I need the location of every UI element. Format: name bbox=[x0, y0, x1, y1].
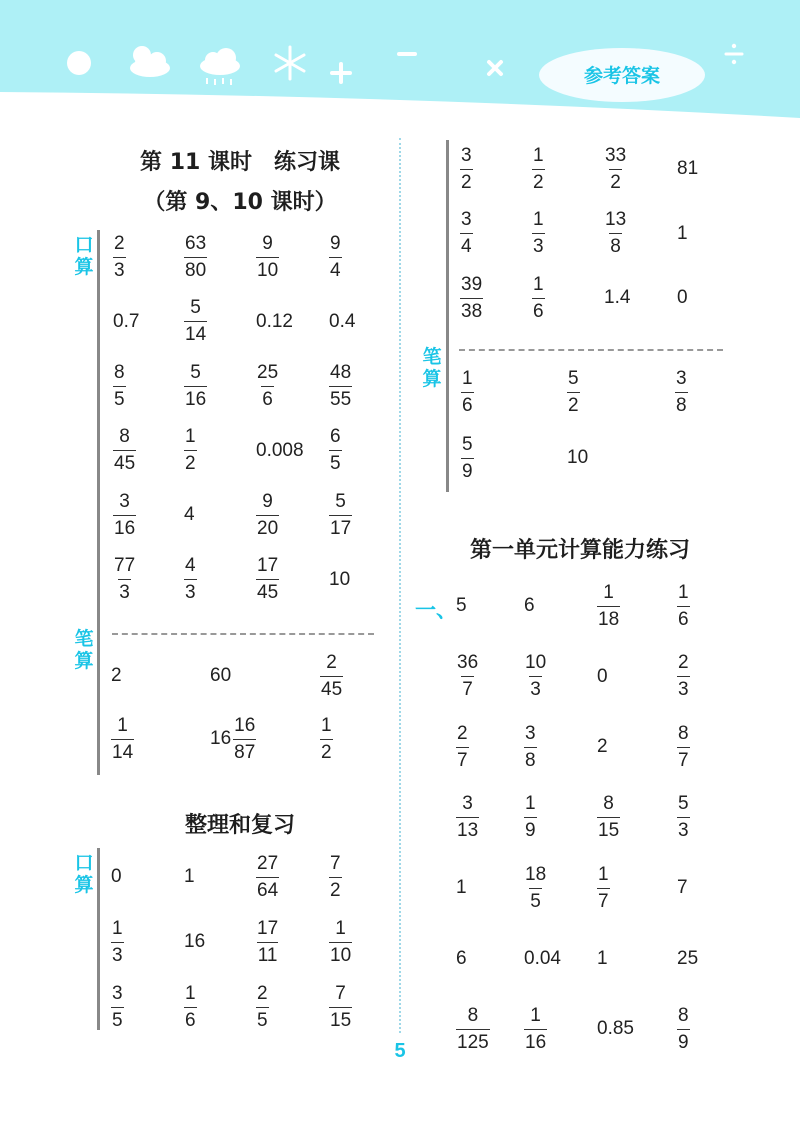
lesson-divider bbox=[112, 633, 374, 635]
fraction: $\frac{39}{38}$ bbox=[461, 273, 483, 322]
fraction: $\frac{7}{15}$ bbox=[330, 982, 352, 1031]
fraction: $\frac{8}{7}$ bbox=[678, 722, 689, 771]
answer-cell: 16 bbox=[184, 931, 206, 952]
fraction: $\frac{1}{6}$ bbox=[462, 367, 473, 416]
fraction: $\frac{5}{3}$ bbox=[678, 793, 689, 841]
answer-cell: 0.85 bbox=[597, 1018, 634, 1039]
answer-cell bbox=[184, 979, 197, 1035]
answer-cell bbox=[677, 649, 690, 705]
answer-cell bbox=[329, 914, 352, 970]
answer-cell: 25 bbox=[677, 947, 699, 969]
answer-cell: 2 bbox=[111, 665, 122, 686]
fraction: $\frac{9}{10}$ bbox=[257, 232, 279, 281]
fraction: $\frac{2}{45}$ bbox=[321, 651, 343, 700]
answer-cell bbox=[184, 552, 197, 608]
answer-cell bbox=[113, 229, 126, 285]
answer-cell bbox=[320, 648, 343, 704]
answer-cell bbox=[597, 790, 620, 846]
answer-cell: 5 bbox=[456, 595, 467, 616]
fraction: $\frac{18}{5}$ bbox=[525, 863, 547, 912]
header-band bbox=[0, 0, 800, 120]
answer-badge-label: 参考答案 bbox=[583, 65, 661, 87]
answer-cell bbox=[524, 649, 547, 705]
answer-cell bbox=[456, 790, 479, 846]
unit-title: 第一单元计算能力练习 bbox=[469, 538, 690, 563]
fraction: $\frac{2}{3}$ bbox=[678, 652, 689, 700]
answer-cell bbox=[461, 430, 474, 486]
fraction: $\frac{13}{8}$ bbox=[605, 209, 627, 257]
fraction: $\frac{4}{3}$ bbox=[185, 555, 196, 603]
answer-cell: 2 bbox=[597, 736, 608, 757]
fraction: $\frac{8}{5}$ bbox=[114, 361, 125, 410]
answer-cell bbox=[329, 979, 352, 1035]
fraction: $\frac{48}{55}$ bbox=[330, 361, 352, 410]
answer-cell bbox=[329, 423, 342, 479]
fraction: $\frac{5}{2}$ bbox=[568, 367, 579, 416]
fraction: $\frac{17}{45}$ bbox=[257, 555, 279, 603]
fraction: $\frac{63}{80}$ bbox=[185, 232, 207, 281]
fraction: $\frac{6}{5}$ bbox=[330, 426, 341, 474]
fraction: $\frac{1}{6}$ bbox=[185, 982, 196, 1031]
fraction: $\frac{1}{3}$ bbox=[112, 917, 123, 966]
answer-cell: 6 bbox=[456, 947, 467, 969]
fraction: $\frac{5}{9}$ bbox=[462, 433, 473, 482]
fraction: $\frac{25}{6}$ bbox=[257, 361, 279, 410]
fraction: $\frac{3}{8}$ bbox=[525, 722, 536, 771]
right-divider bbox=[459, 349, 723, 351]
fraction: $\frac{33}{2}$ bbox=[605, 144, 627, 193]
side-label-kousuan: 口算 bbox=[74, 234, 94, 278]
fraction: $\frac{8}{9}$ bbox=[678, 1004, 689, 1053]
answer-cell bbox=[604, 141, 627, 197]
review-title: 整理和复习 bbox=[184, 813, 295, 838]
fraction: $\frac{1}{6}$ bbox=[533, 273, 544, 322]
fraction: $\frac{3}{4}$ bbox=[461, 209, 472, 257]
fraction: $\frac{1}{7}$ bbox=[598, 863, 609, 912]
answer-cell bbox=[677, 578, 690, 634]
fraction: $\frac{8}{15}$ bbox=[598, 793, 620, 841]
fraction: $\frac{77}{3}$ bbox=[114, 555, 136, 603]
fraction: $\frac{2}{5}$ bbox=[257, 982, 268, 1031]
answer-cell: 0 bbox=[677, 287, 688, 308]
answer-cell bbox=[597, 860, 610, 916]
fraction: $\frac{1}{2}$ bbox=[185, 426, 196, 474]
fraction: $\frac{9}{4}$ bbox=[330, 232, 341, 281]
page-number: 5 bbox=[394, 1040, 406, 1062]
fraction: $\frac{2}{3}$ bbox=[114, 232, 125, 281]
fraction: $\frac{8}{125}$ bbox=[457, 1004, 489, 1053]
answer-cell bbox=[256, 487, 279, 543]
fraction: $\frac{27}{64}$ bbox=[257, 852, 279, 901]
answer-cell bbox=[111, 979, 124, 1035]
fraction: $\frac{1}{18}$ bbox=[598, 581, 620, 630]
answer-cell: 1.4 bbox=[604, 287, 631, 308]
fraction: $\frac{1}{14}$ bbox=[112, 714, 134, 763]
answer-cell bbox=[524, 860, 547, 916]
answer-cell bbox=[597, 578, 620, 634]
answer-cell: 1 bbox=[677, 222, 688, 244]
answer-cell bbox=[256, 358, 279, 414]
answer-cell bbox=[532, 270, 545, 326]
answer-cell bbox=[456, 649, 479, 705]
side-label-bisuan-right: 笔算 bbox=[422, 346, 442, 390]
answer-cell bbox=[111, 914, 124, 970]
fraction: $\frac{1}{2}$ bbox=[533, 144, 544, 193]
answer-cell bbox=[567, 364, 580, 420]
answer-cell bbox=[677, 790, 690, 846]
fraction: $\frac{1}{6}$ bbox=[678, 581, 689, 630]
answer-cell bbox=[210, 711, 256, 767]
answer-cell: 0 bbox=[597, 665, 608, 687]
answer-cell bbox=[320, 711, 333, 767]
answer-cell: 7 bbox=[677, 877, 688, 898]
fraction: $\frac{1}{9}$ bbox=[525, 793, 536, 841]
fraction: $\frac{3}{2}$ bbox=[461, 144, 472, 193]
lesson-subtitle: （第 9、10 课时） bbox=[143, 190, 337, 215]
answer-cell bbox=[184, 358, 207, 414]
fraction: $\frac{5}{14}$ bbox=[185, 297, 207, 345]
mixed-number: 16 $\frac{16}{87}$ bbox=[210, 714, 256, 763]
answer-cell bbox=[113, 487, 136, 543]
answer-cell: 60 bbox=[210, 665, 232, 686]
answer-cell: 1 bbox=[184, 866, 195, 887]
fraction: $\frac{1}{10}$ bbox=[330, 917, 352, 966]
fraction: $\frac{1}{2}$ bbox=[321, 714, 332, 763]
lesson-left-bar bbox=[97, 230, 100, 775]
answer-cell bbox=[460, 270, 483, 326]
answer-cell bbox=[329, 487, 352, 543]
answer-cell: 0.008 bbox=[256, 439, 304, 461]
answer-cell bbox=[677, 719, 690, 775]
side-label-bisuan: 笔算 bbox=[74, 628, 94, 672]
fraction: $\frac{8}{45}$ bbox=[114, 426, 136, 474]
fraction: $\frac{1}{3}$ bbox=[533, 209, 544, 257]
answer-cell: 0.04 bbox=[524, 947, 561, 969]
answer-cell bbox=[461, 364, 474, 420]
answer-cell bbox=[524, 719, 537, 775]
answer-cell bbox=[460, 141, 473, 197]
side-label-kousuan-review: 口算 bbox=[74, 852, 94, 896]
answer-cell bbox=[256, 849, 279, 905]
answer-cell bbox=[329, 849, 342, 905]
answer-cell bbox=[113, 423, 136, 479]
answer-cell bbox=[329, 229, 342, 285]
answer-cell bbox=[532, 206, 545, 262]
answer-cell bbox=[604, 206, 627, 262]
fraction: $\frac{1}{16}$ bbox=[525, 1004, 547, 1053]
answer-cell bbox=[256, 979, 269, 1035]
column-divider bbox=[399, 138, 401, 1033]
answer-cell bbox=[532, 141, 545, 197]
fraction: $\frac{9}{20}$ bbox=[257, 490, 279, 539]
fraction: $\frac{3}{8}$ bbox=[676, 367, 687, 416]
answer-cell bbox=[113, 358, 126, 414]
fraction: $\frac{36}{7}$ bbox=[457, 652, 479, 700]
fraction: $\frac{7}{2}$ bbox=[330, 852, 341, 901]
answer-cell: 0 bbox=[111, 866, 122, 887]
answer-cell bbox=[460, 206, 473, 262]
fraction: $\frac{3}{13}$ bbox=[457, 793, 479, 841]
fraction: $\frac{17}{11}$ bbox=[257, 917, 279, 966]
review-left-bar bbox=[97, 848, 100, 1030]
fraction: $\frac{3}{5}$ bbox=[112, 982, 123, 1031]
answer-cell bbox=[329, 358, 352, 414]
answer-cell: 4 bbox=[184, 504, 195, 525]
answer-cell bbox=[111, 711, 134, 767]
answer-cell: 0.7 bbox=[113, 310, 140, 332]
answer-cell: 81 bbox=[677, 158, 699, 179]
fraction: $\frac{2}{7}$ bbox=[457, 722, 468, 771]
answer-cell bbox=[256, 552, 279, 608]
answer-cell bbox=[256, 229, 279, 285]
answer-cell bbox=[184, 294, 207, 350]
fraction: $\frac{10}{3}$ bbox=[525, 652, 547, 700]
answer-cell: 0.4 bbox=[329, 310, 356, 332]
answer-cell bbox=[113, 552, 136, 608]
answer-cell bbox=[524, 790, 537, 846]
right-top-bar bbox=[446, 140, 449, 492]
section-label-one: 一、 bbox=[415, 598, 457, 622]
answer-cell bbox=[256, 914, 279, 970]
answer-cell: 6 bbox=[524, 595, 535, 616]
answer-cell bbox=[184, 423, 197, 479]
answer-cell bbox=[456, 719, 469, 775]
answer-cell: 10 bbox=[567, 447, 589, 468]
answer-cell: 0.12 bbox=[256, 310, 293, 332]
fraction: $\frac{16}{87}$ bbox=[234, 714, 256, 763]
answer-cell: 1 bbox=[597, 947, 608, 969]
fraction: $\frac{3}{16}$ bbox=[114, 490, 136, 539]
answer-cell: 1 bbox=[456, 877, 467, 898]
fraction: $\frac{5}{17}$ bbox=[330, 490, 352, 539]
answer-cell bbox=[184, 229, 207, 285]
answer-cell: 10 bbox=[329, 568, 351, 590]
sun-icon bbox=[67, 51, 91, 75]
answer-cell bbox=[675, 364, 688, 420]
fraction: $\frac{5}{16}$ bbox=[185, 361, 207, 410]
lesson-title: 第 11 课时 练习课 bbox=[140, 150, 340, 175]
